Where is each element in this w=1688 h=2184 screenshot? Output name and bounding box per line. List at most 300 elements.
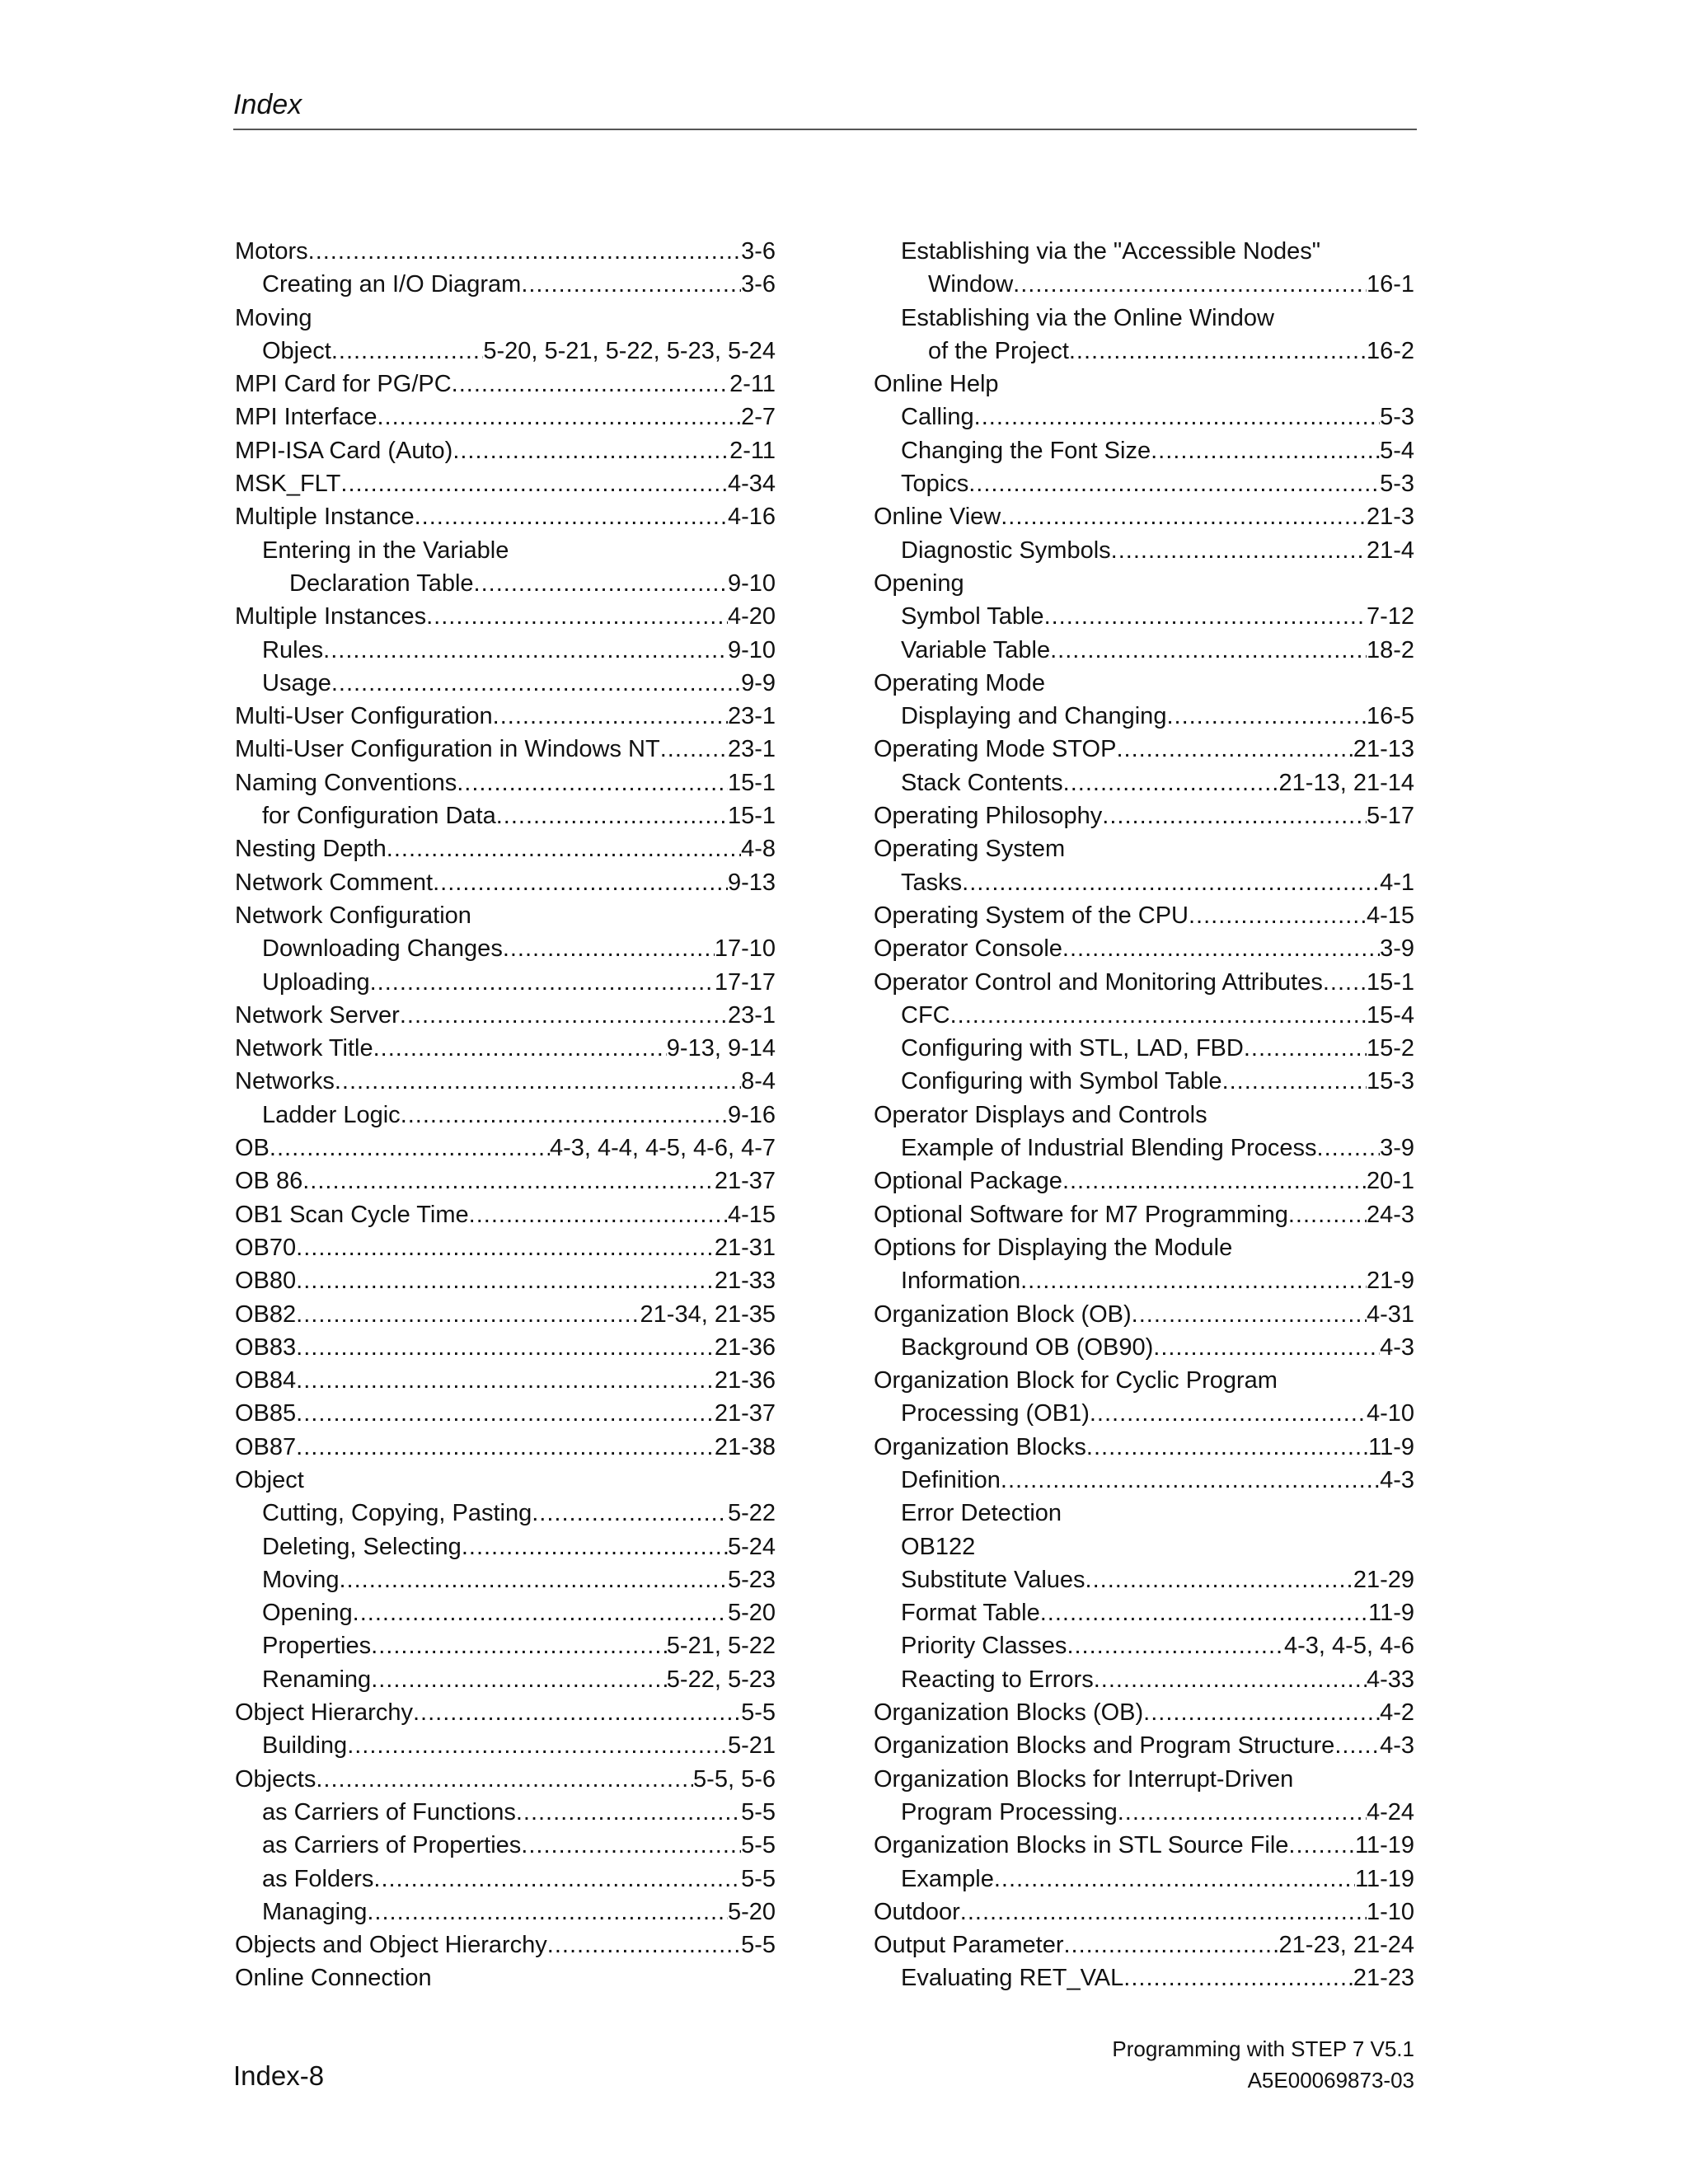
index-entry bbox=[235, 1563, 776, 1596]
index-entry bbox=[235, 1763, 776, 1796]
index-entry-term: Configuring with Symbol Table bbox=[901, 1068, 1222, 1095]
index-entry-term: Stack Contents bbox=[901, 769, 1063, 796]
leader-dots bbox=[347, 1729, 728, 1762]
index-entry-term: Program Processing bbox=[901, 1798, 1118, 1825]
index-entry-page: 16-5 bbox=[1366, 703, 1414, 730]
index-entry bbox=[874, 302, 1414, 335]
leader-dots bbox=[401, 1099, 728, 1132]
index-entry bbox=[235, 1032, 776, 1065]
index-entry bbox=[874, 932, 1414, 965]
leader-dots bbox=[1063, 766, 1279, 799]
index-entry-term: Organization Blocks and Program Structure bbox=[874, 1732, 1335, 1760]
index-entry-page: 5-5 bbox=[741, 1932, 776, 1959]
index-entry-term: Renaming bbox=[262, 1666, 372, 1693]
index-entry-term: Definition bbox=[901, 1466, 1001, 1493]
index-entry bbox=[235, 268, 776, 301]
header-rule bbox=[233, 129, 1417, 130]
index-column-right bbox=[874, 235, 1414, 1995]
index-entry-page: 21-23, 21-24 bbox=[1278, 1932, 1414, 1959]
index-entry-page: 16-2 bbox=[1366, 337, 1414, 364]
index-entry-term: Ladder Logic bbox=[262, 1101, 401, 1128]
index-entry-page: 5-21 bbox=[727, 1732, 776, 1760]
index-entry bbox=[235, 335, 776, 368]
index-entry bbox=[235, 832, 776, 865]
leader-dots bbox=[1123, 1961, 1353, 1994]
leader-dots bbox=[521, 1829, 741, 1862]
index-entry bbox=[235, 733, 776, 766]
index-entry-term: Deleting, Selecting bbox=[262, 1533, 462, 1560]
index-entry-page: 21-36 bbox=[714, 1367, 776, 1394]
leader-dots bbox=[296, 1298, 640, 1331]
index-entry bbox=[874, 899, 1414, 932]
leader-dots bbox=[433, 866, 728, 899]
index-entry bbox=[235, 1264, 776, 1297]
index-entry bbox=[874, 1298, 1414, 1331]
index-entry-term: Tasks bbox=[901, 869, 963, 896]
index-entry bbox=[874, 567, 1414, 600]
index-entry bbox=[874, 866, 1414, 899]
index-entry bbox=[874, 1629, 1414, 1662]
index-entry-page: 5-21, 5-22 bbox=[666, 1633, 776, 1660]
index-entry-page: 21-38 bbox=[714, 1433, 776, 1460]
index-entry-term: Organization Blocks for Interrupt-Driven bbox=[874, 1765, 1294, 1793]
index-entry-page: 17-10 bbox=[714, 935, 776, 963]
index-entry-page: 21-4 bbox=[1366, 537, 1414, 564]
index-entry bbox=[235, 899, 776, 932]
index-entry bbox=[874, 1431, 1414, 1464]
index-entry bbox=[874, 401, 1414, 434]
index-entry bbox=[874, 1961, 1414, 1994]
index-entry-page: 9-9 bbox=[741, 669, 776, 696]
index-entry-page: 9-10 bbox=[727, 636, 776, 663]
index-entry-term: Substitute Values bbox=[901, 1566, 1085, 1593]
index-entry bbox=[235, 1961, 776, 1994]
index-entry bbox=[874, 1663, 1414, 1696]
leader-dots bbox=[1001, 1464, 1380, 1497]
leader-dots bbox=[371, 1629, 667, 1662]
index-entry bbox=[235, 1364, 776, 1397]
index-entry bbox=[874, 600, 1414, 633]
leader-dots bbox=[960, 1896, 1367, 1929]
leader-dots bbox=[1020, 1264, 1367, 1297]
index-entry-page: 3-6 bbox=[741, 238, 776, 265]
index-entry bbox=[874, 1929, 1414, 1961]
leader-dots bbox=[1189, 899, 1367, 932]
index-entry-page: 4-10 bbox=[1366, 1400, 1414, 1427]
index-entry-term: Error Detection bbox=[901, 1500, 1062, 1527]
index-entry bbox=[874, 999, 1414, 1032]
index-entry-term: Format Table bbox=[901, 1600, 1040, 1627]
leader-dots bbox=[1086, 1431, 1368, 1464]
index-entry bbox=[235, 235, 776, 268]
leader-dots bbox=[296, 1397, 715, 1430]
index-entry-term: OB1 Scan Cycle Time bbox=[235, 1201, 469, 1228]
index-entry bbox=[874, 1065, 1414, 1098]
leader-dots bbox=[1069, 335, 1367, 368]
leader-dots bbox=[340, 467, 728, 500]
index-entry bbox=[235, 999, 776, 1032]
index-entry bbox=[874, 1132, 1414, 1165]
leader-dots bbox=[503, 932, 715, 965]
leader-dots bbox=[474, 567, 728, 600]
leader-dots bbox=[1044, 600, 1367, 633]
index-entry-term: Operator Control and Monitoring Attributes bbox=[874, 968, 1323, 996]
index-entry bbox=[235, 1397, 776, 1430]
index-entry bbox=[235, 600, 776, 633]
index-entry-term: Configuring with STL, LAD, FBD bbox=[901, 1035, 1244, 1062]
index-entry-page: 5-5 bbox=[741, 1832, 776, 1859]
footer-page-number: Index-8 bbox=[233, 2060, 325, 2091]
index-entry-page: 23-1 bbox=[727, 703, 776, 730]
leader-dots bbox=[1085, 1563, 1353, 1596]
index-entry bbox=[235, 932, 776, 965]
index-entry bbox=[874, 1099, 1414, 1132]
index-entry-term: MPI-ISA Card (Auto) bbox=[235, 437, 453, 464]
index-entry-term: Multi-User Configuration bbox=[235, 703, 493, 730]
index-entry bbox=[235, 302, 776, 335]
index-entry-term: Opening bbox=[874, 569, 964, 597]
index-entry-page: 21-34, 21-35 bbox=[640, 1301, 776, 1328]
index-entry-term: Example bbox=[901, 1865, 994, 1892]
leader-dots bbox=[457, 766, 728, 799]
index-entry bbox=[235, 1629, 776, 1662]
index-entry bbox=[235, 1132, 776, 1165]
leader-dots bbox=[1102, 799, 1367, 832]
index-entry bbox=[235, 1530, 776, 1563]
index-entry-term: MPI Card for PG/PC bbox=[235, 371, 452, 398]
leader-dots bbox=[1062, 932, 1380, 965]
leader-dots bbox=[462, 1530, 728, 1563]
index-entry-page: 21-13, 21-14 bbox=[1278, 769, 1414, 796]
leader-dots bbox=[532, 1497, 728, 1530]
index-entry-term: Window bbox=[928, 271, 1014, 298]
index-entry bbox=[235, 1663, 776, 1696]
index-entry-term: Organization Blocks (OB) bbox=[874, 1699, 1144, 1727]
index-entry bbox=[235, 368, 776, 401]
leader-dots bbox=[331, 335, 484, 368]
leader-dots bbox=[962, 866, 1380, 899]
index-entry bbox=[874, 368, 1414, 401]
index-entry-term: Operator Displays and Controls bbox=[874, 1101, 1207, 1128]
index-entry bbox=[235, 1464, 776, 1497]
index-entry-page: 4-2 bbox=[1380, 1699, 1414, 1727]
index-entry-term: Cutting, Copying, Pasting bbox=[262, 1500, 532, 1527]
index-entry-term: Entering in the Variable bbox=[262, 537, 509, 564]
leader-dots bbox=[469, 1198, 728, 1231]
leader-dots bbox=[415, 500, 728, 533]
index-entry-page: 5-20 bbox=[727, 1600, 776, 1627]
index-entry bbox=[235, 667, 776, 700]
index-entry-term: Operating System bbox=[874, 836, 1066, 863]
index-entry bbox=[235, 1298, 776, 1331]
leader-dots bbox=[1094, 1663, 1367, 1696]
index-entry-term: Example of Industrial Blending Process bbox=[901, 1135, 1317, 1162]
index-entry-term: OB122 bbox=[901, 1533, 976, 1560]
index-entry-page: 2-11 bbox=[729, 437, 776, 464]
index-entry-page: 4-33 bbox=[1366, 1666, 1414, 1693]
index-entry-page: 21-37 bbox=[714, 1400, 776, 1427]
index-entry bbox=[874, 1763, 1414, 1796]
index-entry-page: 23-1 bbox=[727, 736, 776, 763]
index-entry-term: Operating Mode STOP bbox=[874, 736, 1117, 763]
index-entry bbox=[235, 1165, 776, 1197]
index-entry-page: 9-16 bbox=[727, 1101, 776, 1128]
leader-dots bbox=[308, 235, 741, 268]
index-entry bbox=[874, 1198, 1414, 1231]
index-entry bbox=[874, 1896, 1414, 1929]
leader-dots bbox=[1244, 1032, 1367, 1065]
leader-dots bbox=[340, 1563, 728, 1596]
leader-dots bbox=[400, 999, 728, 1032]
leader-dots bbox=[426, 600, 728, 633]
index-entry-page: 11-9 bbox=[1368, 1600, 1414, 1627]
index-entry-page: 5-20 bbox=[727, 1898, 776, 1925]
index-entry-term: of the Project bbox=[928, 337, 1069, 364]
index-entry-term: Priority Classes bbox=[901, 1633, 1067, 1660]
index-entry-term: OB82 bbox=[235, 1301, 297, 1328]
leader-dots bbox=[296, 1231, 715, 1264]
index-entry-page: 3-9 bbox=[1380, 935, 1414, 963]
index-entry-term: Nesting Depth bbox=[235, 836, 387, 863]
index-entry-page: 5-20, 5-21, 5-22, 5-23, 5-24 bbox=[483, 337, 776, 364]
index-entry bbox=[235, 567, 776, 600]
index-entry-term: as Carriers of Properties bbox=[262, 1832, 522, 1859]
index-entry-page: 24-3 bbox=[1366, 1201, 1414, 1228]
index-entry-term: Object bbox=[235, 1466, 304, 1493]
index-entry-term: Variable Table bbox=[901, 636, 1051, 663]
leader-dots bbox=[1132, 1298, 1367, 1331]
index-entry bbox=[235, 866, 776, 899]
index-entry-term: Establishing via the Online Window bbox=[901, 304, 1274, 331]
leader-dots bbox=[296, 1431, 715, 1464]
index-entry-term: Naming Conventions bbox=[235, 769, 457, 796]
index-entry-page: 4-8 bbox=[741, 836, 776, 863]
index-entry bbox=[874, 1563, 1414, 1596]
leader-dots bbox=[1116, 733, 1353, 766]
index-entry bbox=[235, 766, 776, 799]
index-entry-term: OB80 bbox=[235, 1268, 297, 1295]
index-entry-term: Diagnostic Symbols bbox=[901, 537, 1111, 564]
index-entry-term: Organization Block for Cyclic Program bbox=[874, 1367, 1278, 1394]
index-entry bbox=[874, 1530, 1414, 1563]
index-entry-page: 4-20 bbox=[727, 603, 776, 630]
index-entry-term: OB85 bbox=[235, 1400, 297, 1427]
index-entry bbox=[235, 1929, 776, 1961]
index-entry-term: Moving bbox=[235, 304, 312, 331]
leader-dots bbox=[1050, 634, 1367, 667]
index-entry-term: Network Server bbox=[235, 1001, 400, 1029]
index-entry-page: 15-1 bbox=[1366, 968, 1414, 996]
index-entry bbox=[235, 1863, 776, 1896]
index-entry bbox=[235, 1065, 776, 1098]
index-entry bbox=[874, 235, 1414, 268]
index-entry bbox=[235, 1497, 776, 1530]
index-entry bbox=[235, 1198, 776, 1231]
index-entry-page: 4-16 bbox=[727, 504, 776, 531]
index-entry-term: MPI Interface bbox=[235, 404, 377, 431]
leader-dots bbox=[1143, 1696, 1380, 1729]
index-entry-term: Information bbox=[901, 1268, 1021, 1295]
leader-dots bbox=[1288, 1829, 1355, 1862]
index-entry-page: 4-3, 4-4, 4-5, 4-6, 4-7 bbox=[549, 1135, 776, 1162]
index-entry bbox=[874, 1497, 1414, 1530]
index-entry-page: 21-31 bbox=[714, 1234, 776, 1261]
index-entry bbox=[235, 1729, 776, 1762]
leader-dots bbox=[1001, 500, 1367, 533]
leader-dots bbox=[1334, 1729, 1380, 1762]
leader-dots bbox=[1323, 966, 1367, 999]
index-entry-term: Usage bbox=[262, 669, 331, 696]
index-entry-page: 3-6 bbox=[741, 271, 776, 298]
index-entry-page: 9-13 bbox=[727, 869, 776, 896]
index-entry-page: 5-5, 5-6 bbox=[693, 1765, 776, 1793]
index-entry-term: Network Comment bbox=[235, 869, 434, 896]
index-entry bbox=[235, 700, 776, 733]
leader-dots bbox=[1288, 1198, 1367, 1231]
leader-dots bbox=[452, 368, 729, 401]
leader-dots bbox=[1153, 1331, 1380, 1364]
index-entry bbox=[874, 467, 1414, 500]
index-entry-term: Opening bbox=[262, 1600, 353, 1627]
index-entry-term: Symbol Table bbox=[901, 603, 1044, 630]
index-entry bbox=[874, 1464, 1414, 1497]
index-entry-page: 8-4 bbox=[741, 1068, 776, 1095]
leader-dots bbox=[413, 1696, 741, 1729]
index-entry bbox=[874, 766, 1414, 799]
index-entry-page: 16-1 bbox=[1366, 271, 1414, 298]
index-entry-term: Output Parameter bbox=[874, 1932, 1064, 1959]
index-entry-term: Managing bbox=[262, 1898, 368, 1925]
index-entry bbox=[235, 799, 776, 832]
index-entry-term: Online Connection bbox=[235, 1965, 432, 1992]
index-entry bbox=[235, 534, 776, 567]
index-entry-page: 4-3 bbox=[1380, 1466, 1414, 1493]
index-entry-term: Uploading bbox=[262, 968, 370, 996]
index-entry-page: 21-23 bbox=[1353, 1965, 1414, 1992]
index-entry bbox=[874, 335, 1414, 368]
index-entry-page: 9-10 bbox=[727, 569, 776, 597]
index-entry-page: 21-9 bbox=[1366, 1268, 1414, 1295]
index-entry-term: Object bbox=[262, 337, 331, 364]
leader-dots bbox=[296, 1331, 715, 1364]
index-entry-term: Outdoor bbox=[874, 1898, 960, 1925]
index-entry-term: OB70 bbox=[235, 1234, 297, 1261]
leader-dots bbox=[974, 401, 1380, 434]
index-entry bbox=[235, 1331, 776, 1364]
index-entry-page: 5-5 bbox=[741, 1865, 776, 1892]
index-entry-page: 5-3 bbox=[1380, 471, 1414, 498]
index-entry bbox=[874, 700, 1414, 733]
index-entry-page: 4-34 bbox=[727, 471, 776, 498]
index-entry bbox=[874, 1397, 1414, 1430]
leader-dots bbox=[1111, 534, 1367, 567]
index-entry bbox=[874, 667, 1414, 700]
index-entry-term: Downloading Changes bbox=[262, 935, 503, 963]
index-entry bbox=[235, 434, 776, 467]
index-entry-term: Organization Block (OB) bbox=[874, 1301, 1132, 1328]
index-entry-term: Topics bbox=[901, 471, 969, 498]
footer-doc-id: A5E00069873-03 bbox=[1247, 2068, 1414, 2093]
index-entry-page: 4-1 bbox=[1380, 869, 1414, 896]
index-entry-term: Organization Blocks bbox=[874, 1433, 1086, 1460]
index-entry-page: 4-3 bbox=[1380, 1732, 1414, 1760]
index-entry-term: CFC bbox=[901, 1001, 950, 1029]
index-entry-page: 11-19 bbox=[1354, 1865, 1414, 1892]
index-entry-term: Declaration Table bbox=[289, 569, 474, 597]
index-entry-term: OB83 bbox=[235, 1333, 297, 1361]
index-entry-term: as Folders bbox=[262, 1865, 374, 1892]
index-entry-term: Processing (OB1) bbox=[901, 1400, 1090, 1427]
index-entry-term: Optional Package bbox=[874, 1168, 1062, 1195]
index-entry-term: MSK_FLT bbox=[235, 471, 341, 498]
index-entry-term: for Configuration Data bbox=[262, 803, 496, 830]
index-entry-page: 11-19 bbox=[1354, 1832, 1414, 1859]
leader-dots bbox=[1064, 1929, 1279, 1961]
index-entry bbox=[235, 1231, 776, 1264]
index-entry-page: 15-2 bbox=[1366, 1035, 1414, 1062]
index-entry bbox=[235, 1796, 776, 1829]
index-entry bbox=[874, 1796, 1414, 1829]
leader-dots bbox=[373, 1032, 667, 1065]
index-entry-term: Reacting to Errors bbox=[901, 1666, 1094, 1693]
index-entry bbox=[874, 1264, 1414, 1297]
leader-dots bbox=[373, 1863, 741, 1896]
index-entry-page: 5-5 bbox=[741, 1699, 776, 1727]
leader-dots bbox=[950, 999, 1367, 1032]
index-entry-page: 4-31 bbox=[1366, 1301, 1414, 1328]
index-entry-term: OB bbox=[235, 1135, 270, 1162]
index-entry-term: as Carriers of Functions bbox=[262, 1798, 516, 1825]
index-entry-term: Online Help bbox=[874, 371, 999, 398]
leader-dots bbox=[1013, 268, 1367, 301]
leader-dots bbox=[1090, 1397, 1367, 1430]
index-entry bbox=[874, 799, 1414, 832]
index-entry-term: Motors bbox=[235, 238, 308, 265]
index-entry-page: 5-4 bbox=[1380, 437, 1414, 464]
index-entry-page: 2-11 bbox=[729, 371, 776, 398]
index-entry bbox=[874, 733, 1414, 766]
leader-dots bbox=[1067, 1629, 1284, 1662]
index-entry bbox=[235, 1896, 776, 1929]
index-entry-term: Calling bbox=[901, 404, 974, 431]
index-entry-term: OB84 bbox=[235, 1367, 297, 1394]
index-entry-page: 21-13 bbox=[1353, 736, 1414, 763]
index-entry bbox=[874, 1331, 1414, 1364]
leader-dots bbox=[1317, 1132, 1381, 1165]
leader-dots bbox=[302, 1165, 715, 1197]
index-entry bbox=[874, 1696, 1414, 1729]
leader-dots bbox=[387, 832, 741, 865]
index-entry bbox=[235, 401, 776, 434]
index-entry-page: 2-7 bbox=[741, 404, 776, 431]
leader-dots bbox=[1166, 700, 1367, 733]
index-entry bbox=[235, 1696, 776, 1729]
leader-dots bbox=[994, 1863, 1355, 1896]
leader-dots bbox=[331, 667, 741, 700]
index-entry-term: Objects and Object Hierarchy bbox=[235, 1932, 547, 1959]
index-entry-page: 21-36 bbox=[714, 1333, 776, 1361]
index-entry bbox=[874, 434, 1414, 467]
leader-dots bbox=[1062, 1165, 1367, 1197]
index-entry-term: Online View bbox=[874, 504, 1001, 531]
index-entry-page: 3-9 bbox=[1380, 1135, 1414, 1162]
header-title: Index bbox=[233, 89, 302, 120]
index-entry bbox=[235, 1431, 776, 1464]
footer-book-title: Programming with STEP 7 V5.1 bbox=[1112, 2036, 1414, 2061]
leader-dots bbox=[1118, 1796, 1367, 1829]
index-entry-page: 4-3, 4-5, 4-6 bbox=[1284, 1633, 1414, 1660]
index-entry bbox=[874, 1863, 1414, 1896]
